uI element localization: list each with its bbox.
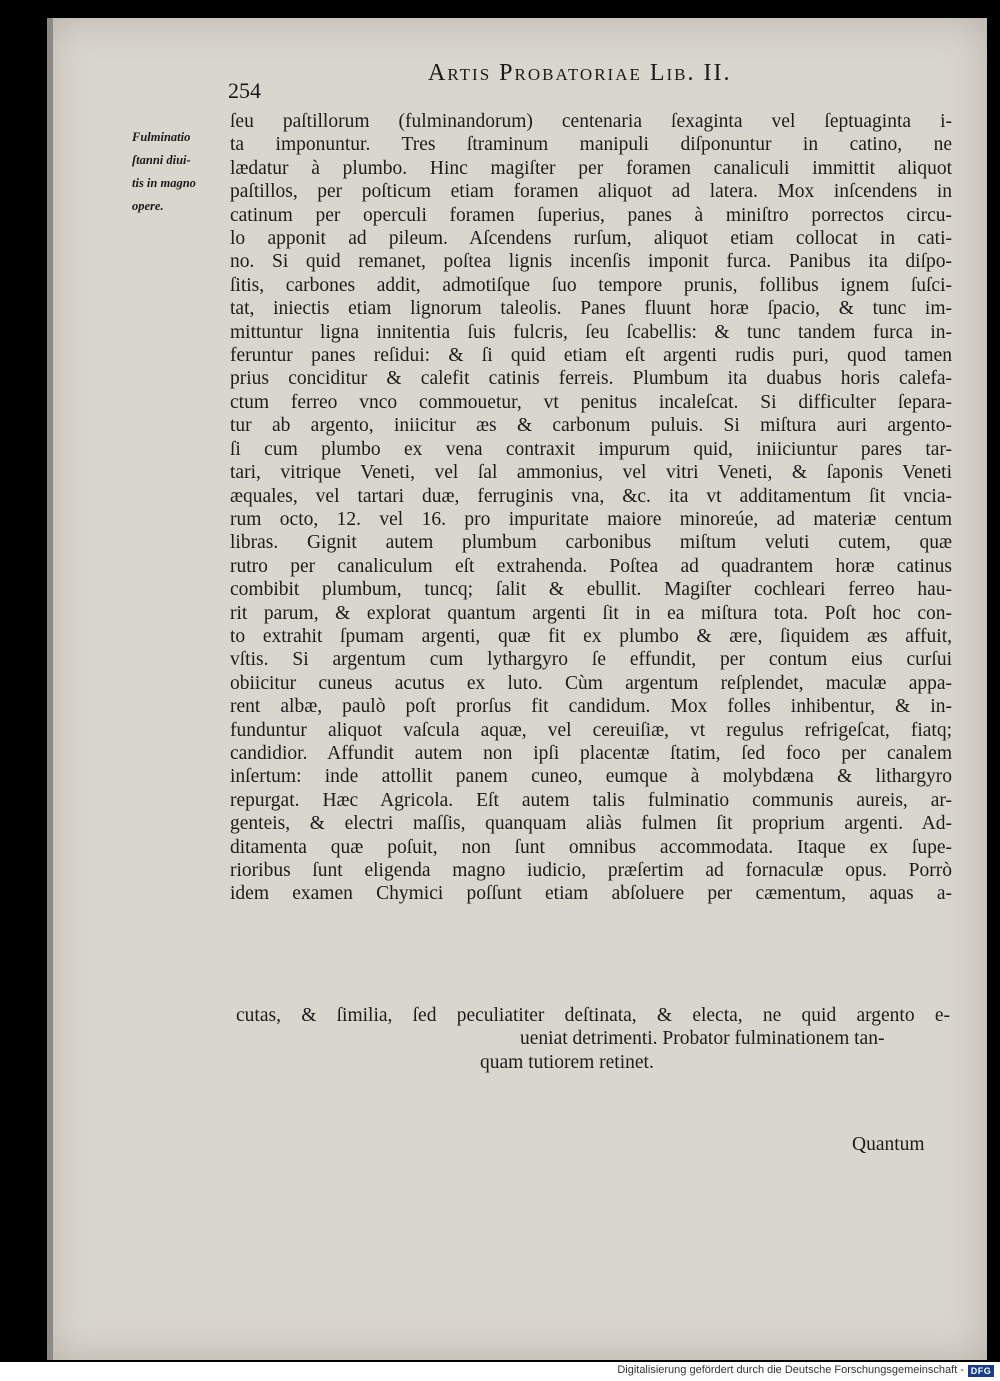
text-line: ctum ferreo vnco commouetur, vt penitus incaleſcat. Si difficulter ſepara- <box>230 391 952 413</box>
running-title: Artis Probatoriae Lib. II. <box>428 60 732 86</box>
catchword: Quantum <box>852 1134 925 1155</box>
text-line: æquales, vel tartari duæ, ferruginis vna, &c. ita vt additamentum ſit vncia- <box>230 485 952 507</box>
text-line: tat, iniectis etiam lignorum taleolis. Panes fluunt horæ ſpacio, & tunc im- <box>230 298 952 320</box>
text-line: lædatur à plumbo. Hinc magiſter per foramen canaliculi immittit aliquot <box>230 157 952 179</box>
running-head <box>0 0 1000 110</box>
closing-line: ueniat detrimenti. Probator fulminationem tan- <box>520 1028 885 1050</box>
text-line: vſtis. Si argentum cum lythargyro ſe effundit, per contum eius curſui <box>230 649 952 671</box>
margin-note <box>132 126 232 218</box>
closing-text-block <box>236 1004 956 1074</box>
text-line: ſitis, carbones addit, admotiſque ſuo tempore prunis, follibus ignem ſuſci- <box>230 274 952 296</box>
text-line: rum octo, 12. vel 16. pro impuritate maiore minoreúe, ad materiæ centum <box>230 508 952 530</box>
text-line: libras. Gignit autem plumbum carbonibus miſtum veluti cutem, quæ <box>230 532 952 554</box>
closing-line: quam tutiorem retinet. <box>480 1051 654 1073</box>
text-line: ſi cum plumbo ex vena contraxit impurum quid, iniiciuntur pares tar- <box>230 438 952 460</box>
text-line: mittuntur ligna innitentia ſuis fulcris, ſeu ſcabellis: & tunc tandem furca in- <box>230 321 952 343</box>
text-line: prius conciditur & calefit catinis ferreis. Plumbum ita duabus horis calefa- <box>230 368 952 390</box>
text-line: repurgat. Hæc Agricola. Eſt autem talis fulminatio communis aureis, ar- <box>230 789 952 811</box>
text-line: ta imponuntur. Tres ſtraminum manipuli diſponuntur in catino, ne <box>230 134 952 156</box>
margin-note-line: ſtanni diui- <box>132 153 191 167</box>
text-line: ſeu paſtillorum (fulminandorum) centenaria ſexaginta vel ſeptuaginta i- <box>230 111 952 132</box>
text-line: tari, vitrique Veneti, vel ſal ammonius, vel vitri Veneti, & ſaponis Veneti <box>230 462 952 484</box>
text-line: rutro per canaliculum eſt extrahenda. Poſtea ad quadrantem horæ catinus <box>230 555 952 577</box>
text-line: genteis, & electri maſſis, quanquam aliàs fulmen ſit proprium argenti. Ad- <box>230 813 952 835</box>
text-line: tur ab argento, iniicitur æs & carbonum puluis. Si miſtura auri argento- <box>230 415 952 437</box>
text-line: rit parum, & explorat quantum argenti ſit in ea miſtura tota. Poſt hoc con- <box>230 602 952 624</box>
text-line: rioribus ſunt eligenda magno iudicio, præſertim ad fornaculæ opus. Porrò <box>230 860 952 881</box>
page-number: 254 <box>228 78 261 103</box>
digitization-footer <box>0 1362 1000 1381</box>
text-line: ditamenta quæ poſuit, non ſunt omnibus accommodata. Itaque ex ſupe- <box>230 836 952 858</box>
text-line: to extrahit ſpumam argenti, quæ fit ex plumbo & ære, ſiquidem æs affuit, <box>230 625 952 647</box>
text-line: no. Si quid remanet, poſtea lignis incenſis imponit furca. Panibus ita diſpo- <box>230 251 952 273</box>
text-line: funduntur aliquot vaſcula aquæ, vel cereuiſiæ, vt regulus refrigeſcat, fiatq; <box>230 719 952 741</box>
text-line: candidior. Affundit autem non ipſi placentæ ſtatim, ſed foco per canalem <box>230 742 952 764</box>
closing-line: cutas, & ſimilia, ſed peculiatiter deſtinata, & electa, ne quid argento e- <box>236 1005 950 1026</box>
text-line: obiicitur cuneus acutus ex luto. Cùm argentum reſplendet, maculæ appa- <box>230 672 952 694</box>
text-line: feruntur panes reſidui: & ſi quid etiam eſt argenti rudis puri, quod tamen <box>230 345 952 367</box>
text-line: rent albæ, paulò poſt prorſus fit candidum. Mox folles inhibentur, & in- <box>230 696 952 718</box>
margin-note-line: opere. <box>132 199 164 213</box>
page-gutter-shadow <box>47 18 53 1360</box>
margin-note-line: tis in magno <box>132 176 196 190</box>
text-line: lo apponit ad pileum. Aſcendens rurſum, aliquot etiam collocat in cati- <box>230 228 952 250</box>
footer-credit: Digitalisierung gefördert durch die Deutsche Forschungsgemeinschaft - <box>617 1364 964 1376</box>
margin-note-line: Fulminatio <box>132 130 191 144</box>
dfg-logo: DFG <box>968 1365 994 1377</box>
text-line: paſtillos, per poſticum etiam foramen aliquot ad latera. Mox inſcendens in <box>230 181 952 203</box>
text-line: idem examen Chymici poſſunt etiam abſoluere per cæmentum, aquas a- <box>230 883 952 905</box>
text-line: catinum per operculi foramen ſuperius, panes à miniſtro porrectos circu- <box>230 204 952 226</box>
main-text-block <box>230 110 952 906</box>
text-line: inſertum: inde attollit panem cuneo, eumque à molybdæna & lithargyro <box>230 766 952 788</box>
text-line: combibit plumbum, tuncq; ſalit & ebullit. Magiſter cochleari ferreo hau- <box>230 579 952 601</box>
